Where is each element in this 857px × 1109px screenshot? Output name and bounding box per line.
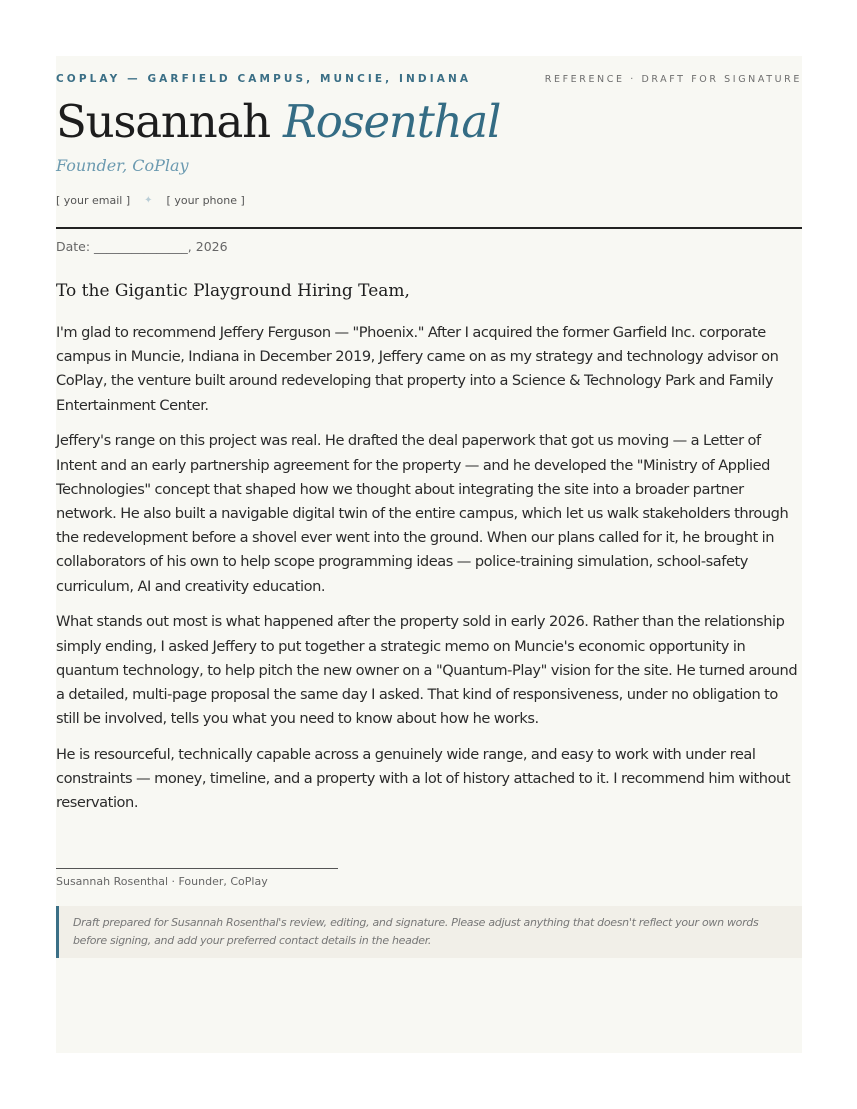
phone-placeholder: [ your phone ]: [166, 194, 245, 207]
letter-page: [56, 56, 802, 1053]
body-paragraph: I'm glad to recommend Jeffery Ferguson — "Phoenix." After I acquired the former Garfield Inc. corporate campus in Muncie, Indiana in December 2019, Jeffery came on as my strategy and technology advisor on CoPlay, the venture built around redeveloping that property into a Science & Technology Park and Family Entertainment Center.: [56, 324, 779, 414]
email-placeholder: [ your email ]: [56, 194, 131, 207]
date-line: Date: _______________, 2026: [56, 239, 228, 254]
signature-line: [56, 868, 338, 869]
document-status: REFERENCE · DRAFT FOR SIGNATURE: [544, 74, 802, 85]
organization-eyebrow: COPLAY — GARFIELD CAMPUS, MUNCIE, INDIANA: [56, 73, 472, 85]
body-paragraph: What stands out most is what happened after the property sold in early 2026. Rather than the relationship simply ending, I asked Jeffery to put together a strategic memo on Muncie's economic opportunity in quantum technology, to help pitch the new owner on a "Quantum-Play" vision for the site. He turned around a detailed, multi-page proposal the same day I asked. That kind of responsiveness, under no obligation to still be involved, tells you what you need to know about how he works.: [56, 613, 798, 728]
letter-body: [56, 321, 802, 827]
author-name: [56, 94, 500, 150]
body-paragraph: He is resourceful, technically capable across a genuinely wide range, and easy to work with under real constraints — money, timeline, and a property with a lot of history attached to it. I recommend him without reservation.: [56, 746, 791, 812]
draft-note: Draft prepared for Susannah Rosenthal's review, editing, and signature. Please adjust anything that doesn't reflect your own words before signing, and add your preferred contact details in the header.: [56, 906, 802, 958]
author-first-name: Susannah: [56, 95, 270, 148]
sparkle-icon: ✦: [144, 195, 153, 206]
header-divider: [56, 227, 802, 229]
contact-line: [56, 194, 245, 207]
signature-caption: Susannah Rosenthal · Founder, CoPlay: [56, 875, 268, 888]
salutation: To the Gigantic Playground Hiring Team,: [56, 281, 410, 301]
author-last-name: Rosenthal: [283, 95, 501, 148]
body-paragraph: Jeffery's range on this project was real. He drafted the deal paperwork that got us moving — a Letter of Intent and an early partnership agreement for the property — and he developed the "Ministry of Applied Technologies" concept that shaped how we thought about integrating the site into a broader partner network. He also built a navigable digital twin of the entire campus, which let us walk stakeholders through the redevelopment before a shovel ever went into the ground. When our plans called for it, he brought in collaborators of his own to help scope programming ideas — police-training simulation, school-safety curriculum, AI and creativity education.: [56, 432, 789, 595]
author-role: Founder, CoPlay: [56, 156, 189, 175]
